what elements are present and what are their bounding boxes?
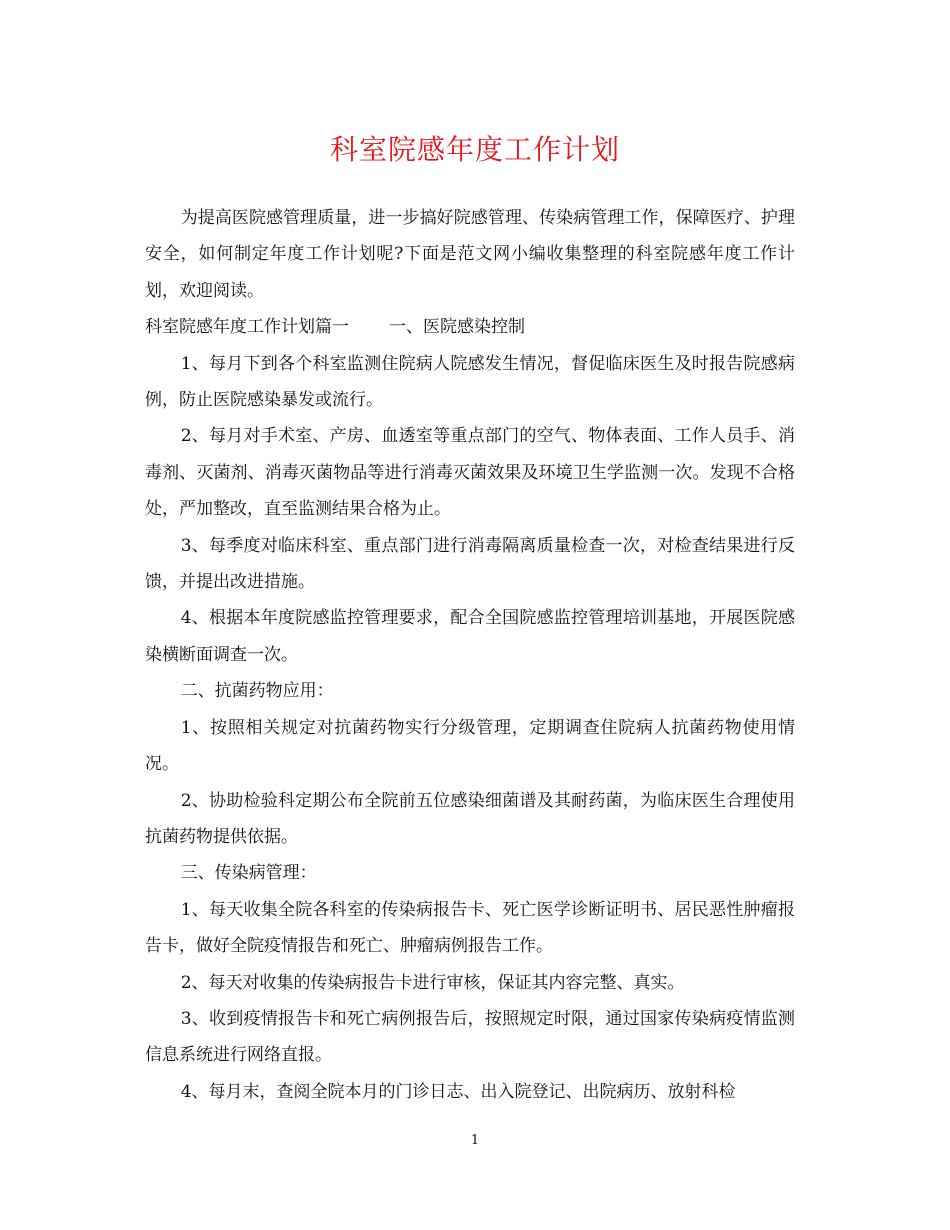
section-title: 科室院感年度工作计划篇一 bbox=[145, 317, 349, 338]
body-paragraph-6: 2、协助检验科定期公布全院前五位感染细菌谱及其耐药菌，为临床医生合理使用抗菌药物提供依据。 bbox=[145, 790, 795, 847]
body-paragraph-5: 1、按照相关规定对抗菌药物实行分级管理，定期调查住院病人抗菌药物使用情况。 bbox=[145, 717, 795, 775]
body-paragraph-3: 3、每季度对临床科室、重点部门进行消毒隔离质量检查一次，对检查结果进行反馈，并提出改进措施。 bbox=[145, 535, 795, 593]
intro-paragraph: 为提高医院感管理质量，进一步搞好院感管理、传染病管理工作，保障医疗、护理安全，如何制定年度工作计划呢?下面是范文网小编收集整理的科室院感年度工作计划，欢迎阅读。 bbox=[145, 208, 795, 301]
section-three-heading: 三、传染病管理： bbox=[180, 863, 317, 884]
document-title: 科室院感年度工作计划 bbox=[329, 133, 620, 166]
section-one-heading: 一、医院感染控制 bbox=[389, 317, 525, 338]
section-heading-line bbox=[145, 309, 795, 345]
body-paragraph-8: 2、每天对收集的传染病报告卡进行审核，保证其内容完整、真实。 bbox=[180, 972, 685, 993]
body-paragraph-2: 2、每月对手术室、产房、血透室等重点部门的空气、物体表面、工作人员手、消毒剂、灭菌剂、消毒灭菌物品等进行消毒灭菌效果及环境卫生学监测一次。发现不合格处，严加整改，直至监测结果合格为止。 bbox=[145, 426, 795, 520]
body-paragraph-7: 1、每天收集全院各科室的传染病报告卡、死亡医学诊断证明书、居民恶性肿瘤报告卡，做好全院疫情报告和死亡、肿瘤病例报告工作。 bbox=[145, 899, 795, 957]
section-two-heading: 二、抗菌药物应用： bbox=[180, 681, 334, 702]
page-number: 1 bbox=[470, 1133, 480, 1148]
body-paragraph-4: 4、根据本年度院感监控管理要求，配合全国院感监控管理培训基地，开展医院感染横断面调查一次。 bbox=[145, 608, 795, 665]
body-paragraph-9: 3、收到疫情报告卡和死亡病例报告后，按照规定时限，通过国家传染病疫情监测信息系统进行网络直报。 bbox=[145, 1008, 795, 1066]
body-paragraph-1: 1、每月下到各个科室监测住院病人院感发生情况，督促临床医生及时报告院感病例，防止医院感染暴发或流行。 bbox=[145, 353, 795, 411]
document-body bbox=[145, 200, 795, 1110]
body-paragraph-10: 4、每月末，查阅全院本月的门诊日志、出入院登记、出院病历、放射科检 bbox=[180, 1081, 736, 1102]
